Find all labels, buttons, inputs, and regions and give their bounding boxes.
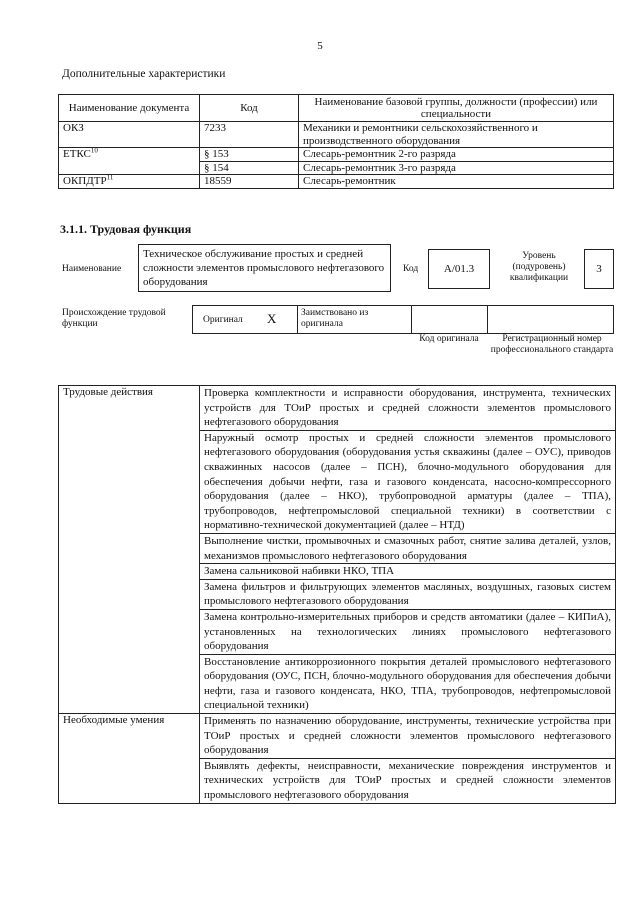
level-label: Уровень (подуровень) квалификации xyxy=(509,251,569,283)
row-group-name: Слесарь-ремонтник 2-го разряда xyxy=(299,148,614,162)
skills-label: Необходимые умения xyxy=(59,714,200,804)
row-group-name: Слесарь-ремонтник 3-го разряда xyxy=(299,161,614,175)
labor-action-item: Выполнение чистки, промывочных и смазочных работ, снятие залива деталей, узлов, механизмов промыслового нефтегазового оборудования xyxy=(200,533,616,563)
row-code: § 153 xyxy=(200,148,299,162)
header-document: Наименование документа xyxy=(59,95,200,122)
page-number: 5 xyxy=(317,40,323,52)
name-label: Наименование xyxy=(62,264,122,274)
row-code: 18559 xyxy=(200,175,299,189)
row-document: ОКПДТР$^{11}$ xyxy=(59,175,200,189)
table-row xyxy=(59,175,614,189)
labor-action-item: Проверка комплектности и исправности оборудования, инструмента, технических устройств для ТОиР простых и средней сложности элементов промыслового нефтегазового оборудования xyxy=(200,386,616,431)
origin-row xyxy=(192,305,614,334)
original-mark: X xyxy=(267,311,277,326)
row-group-name: Слесарь-ремонтник xyxy=(299,175,614,189)
section-heading: Дополнительные характеристики xyxy=(62,68,226,80)
row-code: § 154 xyxy=(200,161,299,175)
row-code: 7233 xyxy=(200,122,299,148)
row-document: ОКЗ xyxy=(59,122,200,148)
labor-actions-table xyxy=(58,385,616,804)
labor-action-item: Наружный осмотр простых и средней сложности элементов промыслового нефтегазового оборудования (оборудования устья скважины (далее – ОУС), приводов скважинных насосов (далее – ПСН), блочно-модульного оборудования для обеспечения добычи нефти, газа и газового конденсата, насосно-компрессорного оборудования (далее – НКО), трубопроводной арматуры (далее – ТПА), трубопроводов, нефтепромысловой специальной техники) в соответствии с нормативно-технической документацией (далее – НТД) xyxy=(200,430,616,533)
labor-function-code: A/01.3 xyxy=(428,249,490,289)
labor-action-item: Восстановление антикоррозионного покрытия деталей промыслового нефтегазового оборудования (ОУС, ПСН, блочно-модульного оборудования для обеспечения добычи нефти, газа и газового конденсата, НКО, ТПА, трубопроводов, нефтепромысловой специальной техники) xyxy=(200,654,616,713)
skill-item: Выявлять дефекты, неисправности, механические повреждения инструментов и технических устройств для ТОиР простых и средней сложности элементов промыслового нефтегазового оборудования xyxy=(200,758,616,803)
table-header-row xyxy=(59,95,614,122)
table-row xyxy=(59,714,616,759)
borrowed-label: Заимствовано из оригинала xyxy=(301,308,369,329)
original-label: Оригинал xyxy=(203,315,243,325)
labor-action-item: Замена сальниковой набивки НКО, ТПА xyxy=(200,564,616,580)
labor-action-item: Замена фильтров и фильтрующих элементов масляных, воздушных, газовых систем промыслового нефтегазового оборудования xyxy=(200,579,616,609)
divider xyxy=(487,306,488,333)
header-group-name: Наименование базовой группы, должности (профессии) или специальности xyxy=(299,95,614,122)
divider xyxy=(297,306,298,333)
labor-action-item: Замена контрольно-измерительных приборов и средств автоматики (далее – КИПиА), установленных на технологических линиях промыслового нефтегазового оборудования xyxy=(200,609,616,654)
table-row xyxy=(59,148,614,162)
code-original-caption: Код оригинала xyxy=(419,334,479,344)
row-group-name: Механики и ремонтники сельскохозяйственного и производственного оборудования xyxy=(299,122,614,148)
origin-label: Происхождение трудовой функции xyxy=(62,308,166,329)
labor-function-title: 3.1.1. Трудовая функция xyxy=(60,222,192,236)
qualification-level: 3 xyxy=(584,249,614,289)
labor-function-name: Техническое обслуживание простых и средней сложности элементов промыслового нефтегазового оборудования xyxy=(138,244,391,292)
divider xyxy=(411,306,412,333)
row-document: ЕТКС$^{10}$ xyxy=(59,148,200,175)
table-row xyxy=(59,386,616,431)
labor-actions-label: Трудовые действия xyxy=(59,386,200,714)
characteristics-table xyxy=(58,94,614,189)
table-row xyxy=(59,122,614,148)
header-code: Код xyxy=(200,95,299,122)
skill-item: Применять по назначению оборудование, инструменты, технические устройства при ТОиР простых и средней сложности элементов промыслового нефтегазового оборудования xyxy=(200,714,616,759)
reg-number-caption: Регистрационный номер профессионального стандарта xyxy=(490,334,614,355)
code-label: Код xyxy=(403,264,419,274)
